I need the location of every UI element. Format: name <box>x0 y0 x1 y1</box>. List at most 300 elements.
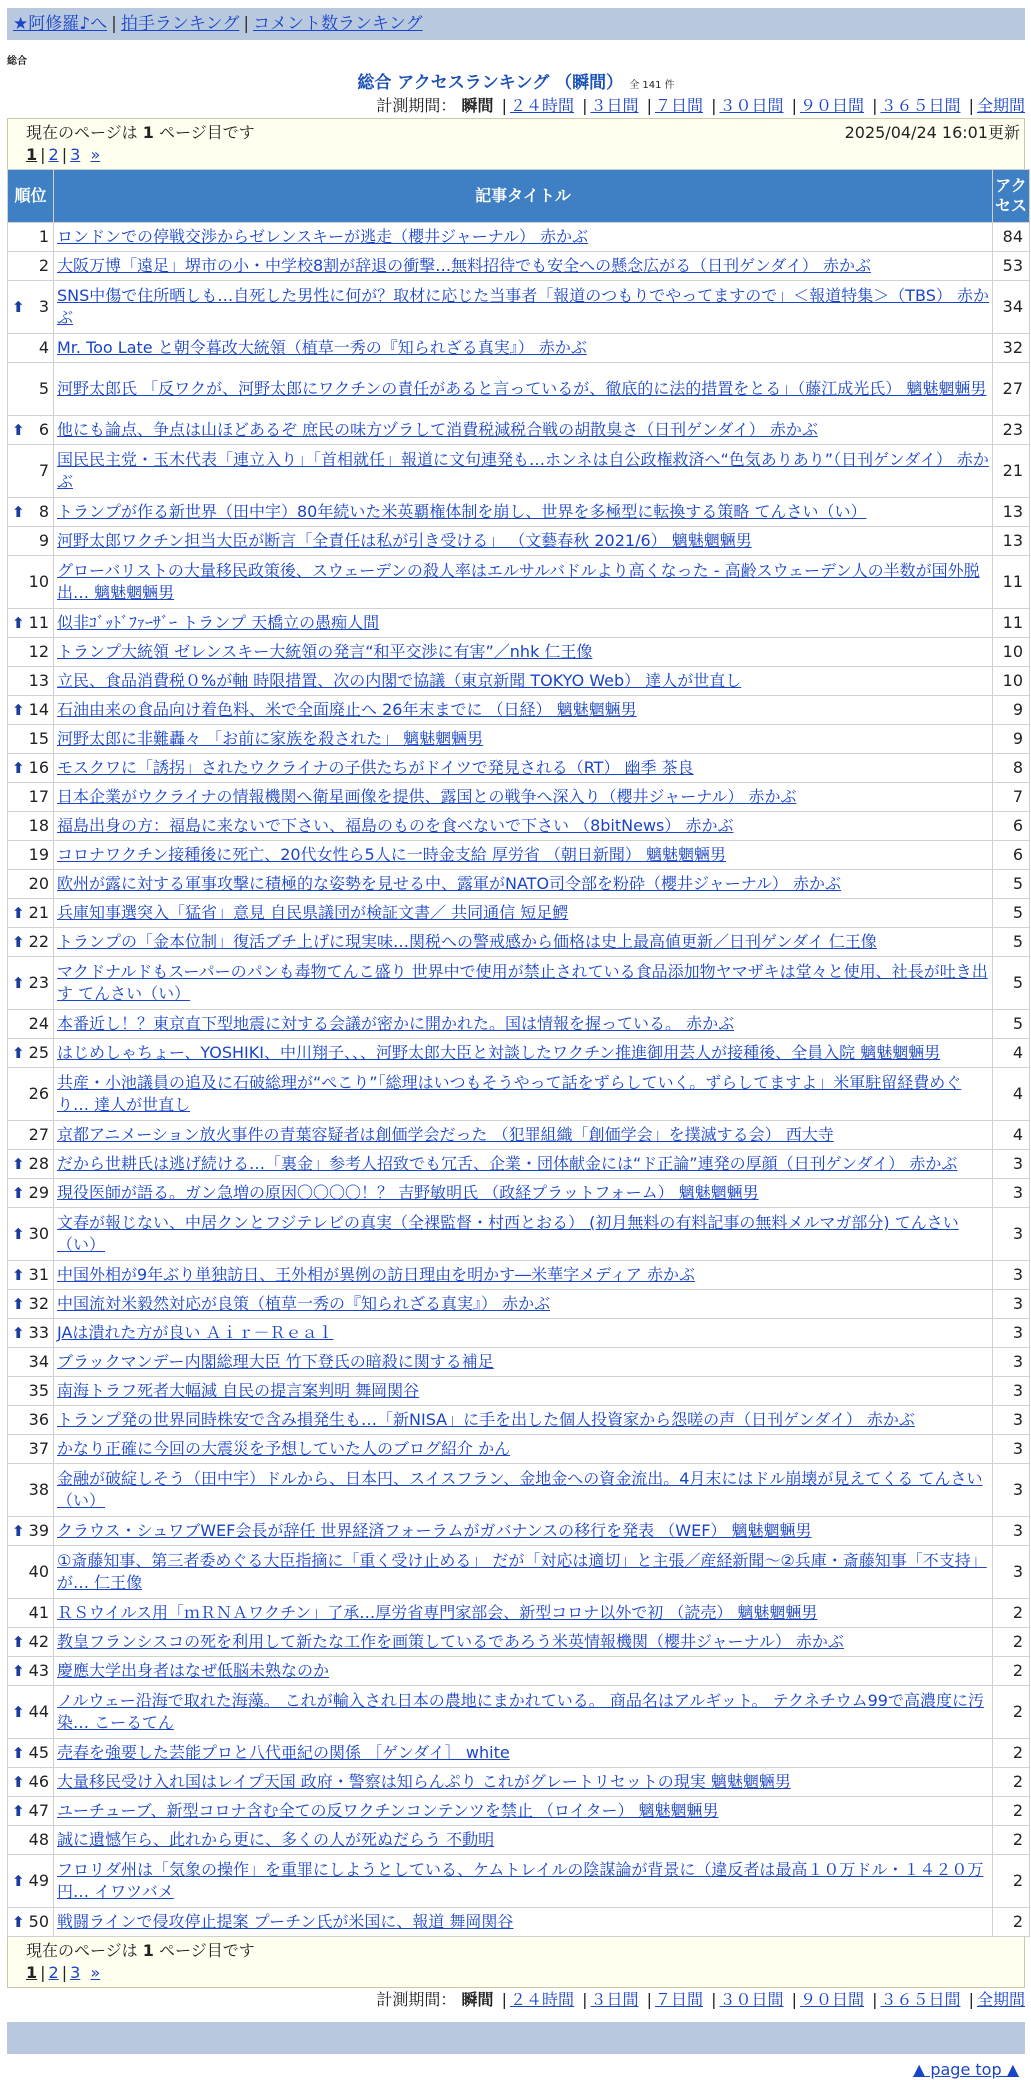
title-cell <box>54 1686 992 1738</box>
comment-ranking-link[interactable]: コメント数ランキング <box>253 14 423 34</box>
up-arrow-icon: ⬆ <box>12 1044 25 1062</box>
rank-number: 49 <box>28 1871 49 1890</box>
rank-cell <box>8 1826 53 1854</box>
title-cell <box>54 1657 992 1685</box>
access-count: 2 <box>993 1739 1029 1767</box>
article-link[interactable]: 共産・小池議員の追及に石破総理が“ぺこり”「総理はいつもそうやって話をずらしていく。ずらしてますよ」米軍駐留経費めぐり… 達人が世直し <box>57 1073 962 1114</box>
access-count: 2 <box>993 1768 1029 1796</box>
rank-number: 6 <box>38 420 49 439</box>
rank-number: 11 <box>28 613 49 632</box>
article-link[interactable]: 本番近し！？東京直下型地震に対する会議が密かに開かれた。国は情報を握っている。 赤かぶ <box>57 1014 735 1033</box>
title-cell <box>54 870 992 898</box>
rank-cell <box>8 696 53 724</box>
table-row <box>8 1546 1029 1598</box>
title-cell <box>54 1039 992 1067</box>
title-cell <box>54 957 992 1009</box>
title-cell <box>54 899 992 927</box>
rank-cell <box>8 1319 53 1347</box>
article-link[interactable]: 河野太郎ワクチン担当大臣が断言「全責任は私が引き受ける」 （文藝春秋 2021/6） 魑魅魍魎男 <box>57 531 752 550</box>
table-row <box>8 1768 1029 1796</box>
access-count: 23 <box>993 416 1029 444</box>
page-info-number: 1 <box>142 1941 154 1960</box>
up-arrow-icon: ⬆ <box>12 974 25 992</box>
access-count: 4 <box>993 1121 1029 1149</box>
article-link[interactable]: 似非ｺﾞｯﾄﾞﾌｧｰｻﾞｰ トランプ 天橋立の愚痴人間 <box>57 613 380 632</box>
table-row <box>8 1797 1029 1825</box>
access-count: 3 <box>993 1435 1029 1463</box>
rank-cell <box>8 1039 53 1067</box>
access-count: 5 <box>993 870 1029 898</box>
up-arrow-icon: ⬆ <box>12 421 25 439</box>
up-arrow-icon: ⬆ <box>12 701 25 719</box>
title-cell <box>54 252 992 280</box>
article-link[interactable]: 慶應大学出身者はなぜ低脳未熟なのか <box>57 1661 330 1680</box>
title-cell <box>54 1739 992 1767</box>
period-current: 瞬間 <box>461 96 494 115</box>
period-label: 計測期間： <box>376 96 457 115</box>
pager-next[interactable]: » <box>90 1963 101 1982</box>
article-link[interactable]: グローバリストの大量移民政策後、スウェーデンの殺人率はエルサルバドルより高くなった - 高齢スウェーデン人の半数が国外脱出… 魑魅魍魎男 <box>57 561 980 602</box>
up-arrow-icon: ⬆ <box>12 1773 25 1791</box>
table-row <box>8 1068 1029 1120</box>
table-row <box>8 498 1029 526</box>
rank-number: 33 <box>28 1323 49 1342</box>
rank-cell <box>8 1908 53 1936</box>
title-cell <box>54 1068 992 1120</box>
title-cell <box>54 1546 992 1598</box>
access-count: 5 <box>993 1010 1029 1038</box>
table-row <box>8 783 1029 811</box>
table-row <box>8 1179 1029 1207</box>
rank-number: 9 <box>38 531 49 550</box>
access-count: 2 <box>993 1797 1029 1825</box>
ranking-header <box>7 72 1025 94</box>
rank-cell <box>8 1348 53 1376</box>
rank-cell <box>8 1121 53 1149</box>
page-info-bottom <box>8 1937 1024 1987</box>
article-link[interactable]: 国民民主党・玉木代表「連立入り」「首相就任」報道に文句連発も…ホンネは自公政権救済へ“色気ありあり”（日刊ゲンダイ） 赤かぶ <box>57 450 989 491</box>
pager-bottom: 1 | 2 | 3 » <box>26 1963 101 1982</box>
rank-number: 1 <box>38 227 49 246</box>
article-link[interactable]: ロンドンでの停戦交渉からゼレンスキーが逃走（櫻井ジャーナル） 赤かぶ <box>57 227 589 246</box>
rank-cell <box>8 556 53 608</box>
rank-number: 30 <box>28 1224 49 1243</box>
rank-number: 34 <box>28 1352 49 1371</box>
access-count: 3 <box>993 1290 1029 1318</box>
title-cell <box>54 1855 992 1907</box>
rank-cell <box>8 223 53 251</box>
article-link[interactable]: はじめしゃちょー、YOSHIKI、中川翔子、、、河野太郎大臣と対談したワクチン推進御用芸人が接種後、全員入院 魑魅魍魎男 <box>57 1043 941 1062</box>
rank-number: 41 <box>28 1603 49 1622</box>
access-count: 34 <box>993 281 1029 333</box>
article-link[interactable]: 教皇フランシスコの死を利用して新たな工作を画策しているであろう米英情報機関（櫻井ジャーナル） 赤かぶ <box>57 1632 844 1651</box>
period-link-90d[interactable]: ９０日間 <box>799 96 864 115</box>
table-row <box>8 1039 1029 1067</box>
article-link[interactable]: 戦闘ラインで侵攻停止提案 プーチン氏が米国に、報道 舞岡関谷 <box>57 1912 514 1931</box>
table-row <box>8 556 1029 608</box>
title-cell <box>54 334 992 362</box>
title-cell <box>54 1797 992 1825</box>
article-link[interactable]: モスクワに「誘拐」されたウクライナの子供たちがドイツで発見される（RT） 幽季 茶良 <box>57 758 694 777</box>
access-count: 5 <box>993 899 1029 927</box>
rank-number: 14 <box>28 700 49 719</box>
article-link[interactable]: トランプの「金本位制」復活ブチ上げに現実味…関税への警戒感から価格は史上最高値更新／日刊ゲンダイ 仁王像 <box>57 932 877 951</box>
article-link[interactable]: コロナワクチン接種後に死亡、20代女性ら5人に一時金支給 厚労省 （朝日新聞） 魑魅魍魎男 <box>57 845 726 864</box>
rank-number: 20 <box>28 874 49 893</box>
access-count: 2 <box>993 1599 1029 1627</box>
rank-number: 40 <box>28 1562 49 1581</box>
table-row <box>8 725 1029 753</box>
period-link-24h[interactable]: ２４時間 <box>509 96 574 115</box>
up-arrow-icon: ⬆ <box>12 1155 25 1173</box>
rank-cell <box>8 899 53 927</box>
article-link[interactable]: ノルウェー沿海で取れた海藻。 これが輸入され日本の農地にまかれている。 商品名はアルギット。 テクネチウム99で高濃度に汚染… こーるてん <box>57 1691 984 1732</box>
rank-cell <box>8 928 53 956</box>
table-row <box>8 1121 1029 1149</box>
title-cell <box>54 1010 992 1038</box>
up-arrow-icon: ⬆ <box>12 1522 25 1540</box>
rank-number: 22 <box>28 932 49 951</box>
up-arrow-icon: ⬆ <box>12 614 25 632</box>
table-row <box>8 252 1029 280</box>
table-row <box>8 667 1029 695</box>
rank-number: 4 <box>38 338 49 357</box>
rank-number: 8 <box>38 502 49 521</box>
pager-page-2[interactable]: 2 <box>48 145 59 164</box>
page-info-text-pre: 現在のページは <box>26 1941 138 1960</box>
access-count: 6 <box>993 841 1029 869</box>
table-row <box>8 1319 1029 1347</box>
rank-cell <box>8 1797 53 1825</box>
table-row <box>8 812 1029 840</box>
article-link[interactable]: 売春を強要した芸能プロと八代亜紀の関係 ［ゲンダイ］ white <box>57 1743 510 1762</box>
table-header-row <box>8 170 1029 222</box>
up-arrow-icon: ⬆ <box>12 1324 25 1342</box>
period-link-all[interactable]: 全期間 <box>976 1990 1025 2009</box>
period-link-all[interactable]: 全期間 <box>976 96 1025 115</box>
table-row <box>8 1855 1029 1907</box>
article-link[interactable]: 現役医師が語る。ガン急増の原因〇〇〇〇！？ 吉野敏明氏 （政経プラットフォーム） 魑魅魍魎男 <box>57 1183 759 1202</box>
table-row <box>8 609 1029 637</box>
table-row <box>8 754 1029 782</box>
access-count: 7 <box>993 783 1029 811</box>
access-count: 8 <box>993 754 1029 782</box>
rank-number: 37 <box>28 1439 49 1458</box>
title-cell <box>54 1348 992 1376</box>
up-arrow-icon: ⬆ <box>12 1633 25 1651</box>
ranking-rows <box>8 223 1029 1936</box>
table-row <box>8 1261 1029 1289</box>
up-arrow-icon: ⬆ <box>12 1913 25 1931</box>
period-link-7d[interactable]: ７日間 <box>654 1990 703 2009</box>
rank-number: 42 <box>28 1632 49 1651</box>
up-arrow-icon: ⬆ <box>12 1744 25 1762</box>
up-arrow-icon: ⬆ <box>12 298 25 316</box>
article-link[interactable]: 文春が報じない、中居クンとフジテレビの真実（全裸監督・村西とおる） (初月無料の有料記事の無料メルマガ部分) てんさい（い） <box>57 1213 959 1254</box>
article-link[interactable]: クラウス・シュワブWEF会長が辞任 世界経済フォーラムがガバナンスの移行を発表 （WEF） 魑魅魍魎男 <box>57 1521 812 1540</box>
top-nav-bar <box>7 8 1025 40</box>
table-row <box>8 1628 1029 1656</box>
pager-current: 1 <box>26 145 38 164</box>
article-link[interactable]: ユーチューブ、新型コロナ含む全ての反ワクチンコンテンツを禁止 （ロイター） 魑魅魍魎男 <box>57 1801 719 1820</box>
title-cell <box>54 667 992 695</box>
access-count: 11 <box>993 556 1029 608</box>
access-count: 3 <box>993 1406 1029 1434</box>
pager-top: 1 | 2 | 3 » <box>26 145 101 164</box>
access-count: 2 <box>993 1686 1029 1738</box>
title-cell <box>54 841 992 869</box>
rank-cell <box>8 281 53 333</box>
rank-number: 21 <box>28 903 49 922</box>
article-link[interactable]: 誠に遺憾乍ら、此れから更に、多くの人が死ぬだらう 不動明 <box>57 1830 495 1849</box>
article-link[interactable]: 中国流対米毅然対応が良策（植草一秀の『知られざる真実』） 赤かぶ <box>57 1294 551 1313</box>
article-link[interactable]: 京都アニメーション放火事件の青葉容疑者は創価学会だった （犯罪組織「創価学会」を撲滅する会） 西大寺 <box>57 1125 834 1144</box>
rank-cell <box>8 812 53 840</box>
title-cell <box>54 1435 992 1463</box>
access-count: 2 <box>993 1657 1029 1685</box>
title-cell <box>54 1628 992 1656</box>
table-row <box>8 1739 1029 1767</box>
table-row <box>8 1150 1029 1178</box>
period-link-30d[interactable]: ３０日間 <box>719 1990 784 2009</box>
period-link-7d[interactable]: ７日間 <box>654 96 703 115</box>
page-info-text-post: ページ目です <box>159 123 255 142</box>
rank-cell <box>8 527 53 555</box>
period-link-24h[interactable]: ２４時間 <box>509 1990 574 2009</box>
rank-cell <box>8 252 53 280</box>
period-link-3d[interactable]: ３日間 <box>590 96 639 115</box>
rank-number: 29 <box>28 1183 49 1202</box>
up-arrow-icon: ⬆ <box>12 1266 25 1284</box>
title-cell <box>54 1768 992 1796</box>
access-count: 10 <box>993 638 1029 666</box>
up-arrow-icon: ⬆ <box>12 1184 25 1202</box>
access-count: 5 <box>993 957 1029 1009</box>
article-link[interactable]: 中国外相が9年ぶり単独訪日、王外相が異例の訪日理由を明かす―米華字メディア 赤かぶ <box>57 1265 695 1284</box>
access-count: 2 <box>993 1855 1029 1907</box>
period-link-90d[interactable]: ９０日間 <box>799 1990 864 2009</box>
rank-number: 16 <box>28 758 49 777</box>
rank-cell <box>8 1290 53 1318</box>
article-link[interactable]: だから世耕氏は逃げ続ける…「裏金」参考人招致でも冗舌、企業・団体献金には“ド正論”連発の厚顔（日刊ゲンダイ） 赤かぶ <box>57 1154 958 1173</box>
access-count: 3 <box>993 1377 1029 1405</box>
article-link[interactable]: ブラックマンデー内閣総理大臣 竹下登氏の暗殺に関する補足 <box>57 1352 494 1371</box>
article-link[interactable]: トランプが作る新世界（田中宇）80年続いた米英覇権体制を崩し、世界を多極型に転換する策略 てんさい（い） <box>57 502 867 521</box>
period-link-3d[interactable]: ３日間 <box>590 1990 639 2009</box>
table-row <box>8 638 1029 666</box>
article-link[interactable]: トランプ発の世界同時株安で含み損発生も…「新NISA」に手を出した個人投資家から怨嗟の声（日刊ゲンダイ） 赤かぶ <box>57 1410 915 1429</box>
rank-number: 19 <box>28 845 49 864</box>
rank-number: 27 <box>28 1125 49 1144</box>
article-link[interactable]: 河野太郎氏 「反ワクが、河野太郎にワクチンの責任があると言っているが、徹底的に法的措置をとる」（藤江成光氏） 魑魅魍魎男 <box>57 379 987 398</box>
article-link[interactable]: ＲＳウイルス用「ｍＲＮＡワクチン」了承…厚労省専門家部会、新型コロナ以外で初 （読売） 魑魅魍魎男 <box>57 1603 818 1622</box>
rank-cell <box>8 1464 53 1516</box>
rank-cell <box>8 1517 53 1545</box>
article-link[interactable]: 石油由来の食品向け着色料、米で全面廃止へ 26年末までに （日経） 魑魅魍魎男 <box>57 700 637 719</box>
access-count: 6 <box>993 812 1029 840</box>
title-cell <box>54 638 992 666</box>
page-info-text-pre: 現在のページは <box>26 123 138 142</box>
period-link-30d[interactable]: ３０日間 <box>719 96 784 115</box>
period-link-365d[interactable]: ３６５日間 <box>880 1990 961 2009</box>
section-label: 総合 <box>7 56 27 67</box>
article-link[interactable]: 大量移民受け入れ国はレイプ天国 政府・警察は知らんぷり これがグレートリセットの現実 魑魅魍魎男 <box>57 1772 791 1791</box>
rank-number: 3 <box>38 297 49 316</box>
title-cell <box>54 1208 992 1260</box>
rank-cell <box>8 957 53 1009</box>
article-link[interactable]: 河野太郎に非難轟々 「お前に家族を殺された」 魑魅魍魎男 <box>57 729 484 748</box>
rank-cell <box>8 334 53 362</box>
title-cell <box>54 445 992 497</box>
rank-cell <box>8 1150 53 1178</box>
home-link[interactable]: ★阿修羅♪へ <box>13 14 108 34</box>
page-info-number: 1 <box>142 123 154 142</box>
article-link[interactable]: 立民、食品消費税０%が軸 時限措置、次の内閣で協議（東京新聞 TOKYO Web） 達人が世直し <box>57 671 742 690</box>
table-row <box>8 1908 1029 1936</box>
rank-number: 44 <box>28 1702 49 1721</box>
access-count: 3 <box>993 1208 1029 1260</box>
rank-cell <box>8 1406 53 1434</box>
rank-cell <box>8 841 53 869</box>
rank-cell <box>8 1010 53 1038</box>
title-cell <box>54 725 992 753</box>
rank-cell <box>8 1855 53 1907</box>
table-row <box>8 527 1029 555</box>
table-row <box>8 696 1029 724</box>
title-cell <box>54 696 992 724</box>
nav-separator: | <box>243 14 250 34</box>
access-count: 21 <box>993 445 1029 497</box>
rank-cell <box>8 416 53 444</box>
table-row <box>8 1464 1029 1516</box>
article-link[interactable]: フロリダ州は「気象の操作」を重罪にしようとしている、ケムトレイルの陰謀論が背景に（違反者は最高１０万ドル・１４２０万円… イワツバメ <box>57 1860 984 1901</box>
pager-page-3[interactable]: 3 <box>70 145 81 164</box>
period-current: 瞬間 <box>461 1990 494 2009</box>
table-row <box>8 928 1029 956</box>
rank-number: 25 <box>28 1043 49 1062</box>
rank-number: 17 <box>28 787 49 806</box>
rank-number: 45 <box>28 1743 49 1762</box>
article-link[interactable]: Mr. Too Late と朝令暮改大統領（植草一秀の『知られざる真実』） 赤かぶ <box>57 338 587 357</box>
table-row <box>8 1290 1029 1318</box>
page-info-top <box>8 119 1024 169</box>
rank-number: 26 <box>28 1084 49 1103</box>
period-link-365d[interactable]: ３６５日間 <box>880 96 961 115</box>
table-row <box>8 1377 1029 1405</box>
rank-cell <box>8 725 53 753</box>
rank-cell <box>8 1179 53 1207</box>
article-link[interactable]: 南海トラフ死者大幅減 自民の提言案判明 舞岡関谷 <box>57 1381 420 1400</box>
access-count: 4 <box>993 1068 1029 1120</box>
article-link[interactable]: JAは潰れた方が良い Ａｉｒ－Ｒｅａｌ <box>57 1323 334 1342</box>
title-cell <box>54 609 992 637</box>
up-arrow-icon: ⬆ <box>12 904 25 922</box>
access-count: 53 <box>993 252 1029 280</box>
col-rank-header: 順位 <box>8 170 53 222</box>
page-info-text-post: ページ目です <box>159 1941 255 1960</box>
pager-page-3[interactable]: 3 <box>70 1963 81 1982</box>
article-link[interactable]: 金融が破綻しそう（田中宇）ドルから、日本円、スイスフラン、金地金への資金流出。4月末にはドル崩壊が見えてくる てんさい（い） <box>57 1469 983 1510</box>
article-link[interactable]: 兵庫知事選突入「猛省」意見 自民県議団が検証文書／ 共同通信 短足鰐 <box>57 903 569 922</box>
access-count: 2 <box>993 1908 1029 1936</box>
rank-number: 18 <box>28 816 49 835</box>
rank-number: 47 <box>28 1801 49 1820</box>
article-link[interactable]: 福島出身の方：福島に来ないで下さい、福島のものを食べないで下さい （8bitNews） 赤かぶ <box>57 816 734 835</box>
table-row <box>8 445 1029 497</box>
title-cell <box>54 1319 992 1347</box>
rank-cell <box>8 1628 53 1656</box>
pager-page-2[interactable]: 2 <box>48 1963 59 1982</box>
rank-number: 39 <box>28 1521 49 1540</box>
rank-number: 7 <box>38 461 49 480</box>
pager-next[interactable]: » <box>90 145 101 164</box>
up-arrow-icon: ⬆ <box>12 1703 25 1721</box>
table-row <box>8 363 1029 415</box>
pager-current: 1 <box>26 1963 38 1982</box>
up-arrow-icon: ⬆ <box>12 1225 25 1243</box>
access-count: 3 <box>993 1319 1029 1347</box>
table-row <box>8 1686 1029 1738</box>
article-link[interactable]: SNS中傷で住所晒しも…自死した男性に何が？取材に応じた当事者「報道のつもりでやってますので」＜報道特集＞（TBS） 赤かぶ <box>57 286 989 327</box>
article-link[interactable]: 他にも論点、争点は山ほどあるぞ 庶民の味方ヅラして消費税減税合戦の胡散臭さ（日刊ゲンダイ） 赤かぶ <box>57 420 818 439</box>
period-selector-bottom: 計測期間： 瞬間 | ２４時間 | ３日間 | ７日間 | ３０日間 | ９０日間 | ３６５日間 | 全期間 <box>376 1990 1025 2009</box>
rank-cell <box>8 1599 53 1627</box>
rank-number: 12 <box>28 642 49 661</box>
title-cell <box>54 281 992 333</box>
article-link[interactable]: 大阪万博「遠足」堺市の小・中学校8割が辞退の衝撃…無料招待でも安全への懸念広がる（日刊ゲンダイ） 赤かぶ <box>57 256 871 275</box>
title-cell <box>54 1261 992 1289</box>
rank-cell <box>8 363 53 415</box>
rank-cell <box>8 1768 53 1796</box>
article-link[interactable]: トランプ大統領 ゼレンスキー大統領の発言“和平交渉に有害”／nhk 仁王像 <box>57 642 593 661</box>
table-row <box>8 281 1029 333</box>
title-cell <box>54 1290 992 1318</box>
up-arrow-icon: ⬆ <box>12 1295 25 1313</box>
article-link[interactable]: 日本企業がウクライナの情報機関へ衛星画像を提供、露国との戦争へ深入り（櫻井ジャーナル） 赤かぶ <box>57 787 797 806</box>
rank-number: 48 <box>28 1830 49 1849</box>
title-cell <box>54 1377 992 1405</box>
table-row <box>8 416 1029 444</box>
rank-number: 28 <box>28 1154 49 1173</box>
rank-number: 32 <box>28 1294 49 1313</box>
col-access-header: アクセス <box>993 170 1029 222</box>
article-link[interactable]: ①斎藤知事、第三者委めぐる大臣指摘に「重く受け止める」 だが「対応は適切」と主張／産経新聞～②兵庫・斎藤知事「不支持」が… 仁王像 <box>57 1551 987 1592</box>
article-link[interactable]: かなり正確に今回の大震災を予想していた人のブログ紹介 かん <box>57 1439 511 1458</box>
access-count: 2 <box>993 1628 1029 1656</box>
rank-cell <box>8 1435 53 1463</box>
table-row <box>8 223 1029 251</box>
access-count: 3 <box>993 1150 1029 1178</box>
title-cell <box>54 1517 992 1545</box>
access-count: 3 <box>993 1179 1029 1207</box>
article-link[interactable]: 欧州が露に対する軍事攻撃に積極的な姿勢を見せる中、露軍がNATO司令部を粉砕（櫻井ジャーナル） 赤かぶ <box>57 874 842 893</box>
applause-ranking-link[interactable]: 拍手ランキング <box>120 14 240 34</box>
rank-cell <box>8 870 53 898</box>
table-row <box>8 1010 1029 1038</box>
col-title-header: 記事タイトル <box>54 170 992 222</box>
rank-number: 36 <box>28 1410 49 1429</box>
title-cell <box>54 783 992 811</box>
rank-number: 35 <box>28 1381 49 1400</box>
article-link[interactable]: マクドナルドもスーパーのパンも毒物てんこ盛り 世界中で使用が禁止されている食品添加物ヤマザキは堂々と使用、社長が吐き出す てんさい（い） <box>57 962 988 1003</box>
title-cell <box>54 1826 992 1854</box>
table-row <box>8 1348 1029 1376</box>
access-count: 3 <box>993 1464 1029 1516</box>
access-count: 4 <box>993 1039 1029 1067</box>
access-count: 3 <box>993 1348 1029 1376</box>
page-top-link[interactable]: ▲ page top ▲ <box>912 2060 1019 2079</box>
rank-cell <box>8 498 53 526</box>
